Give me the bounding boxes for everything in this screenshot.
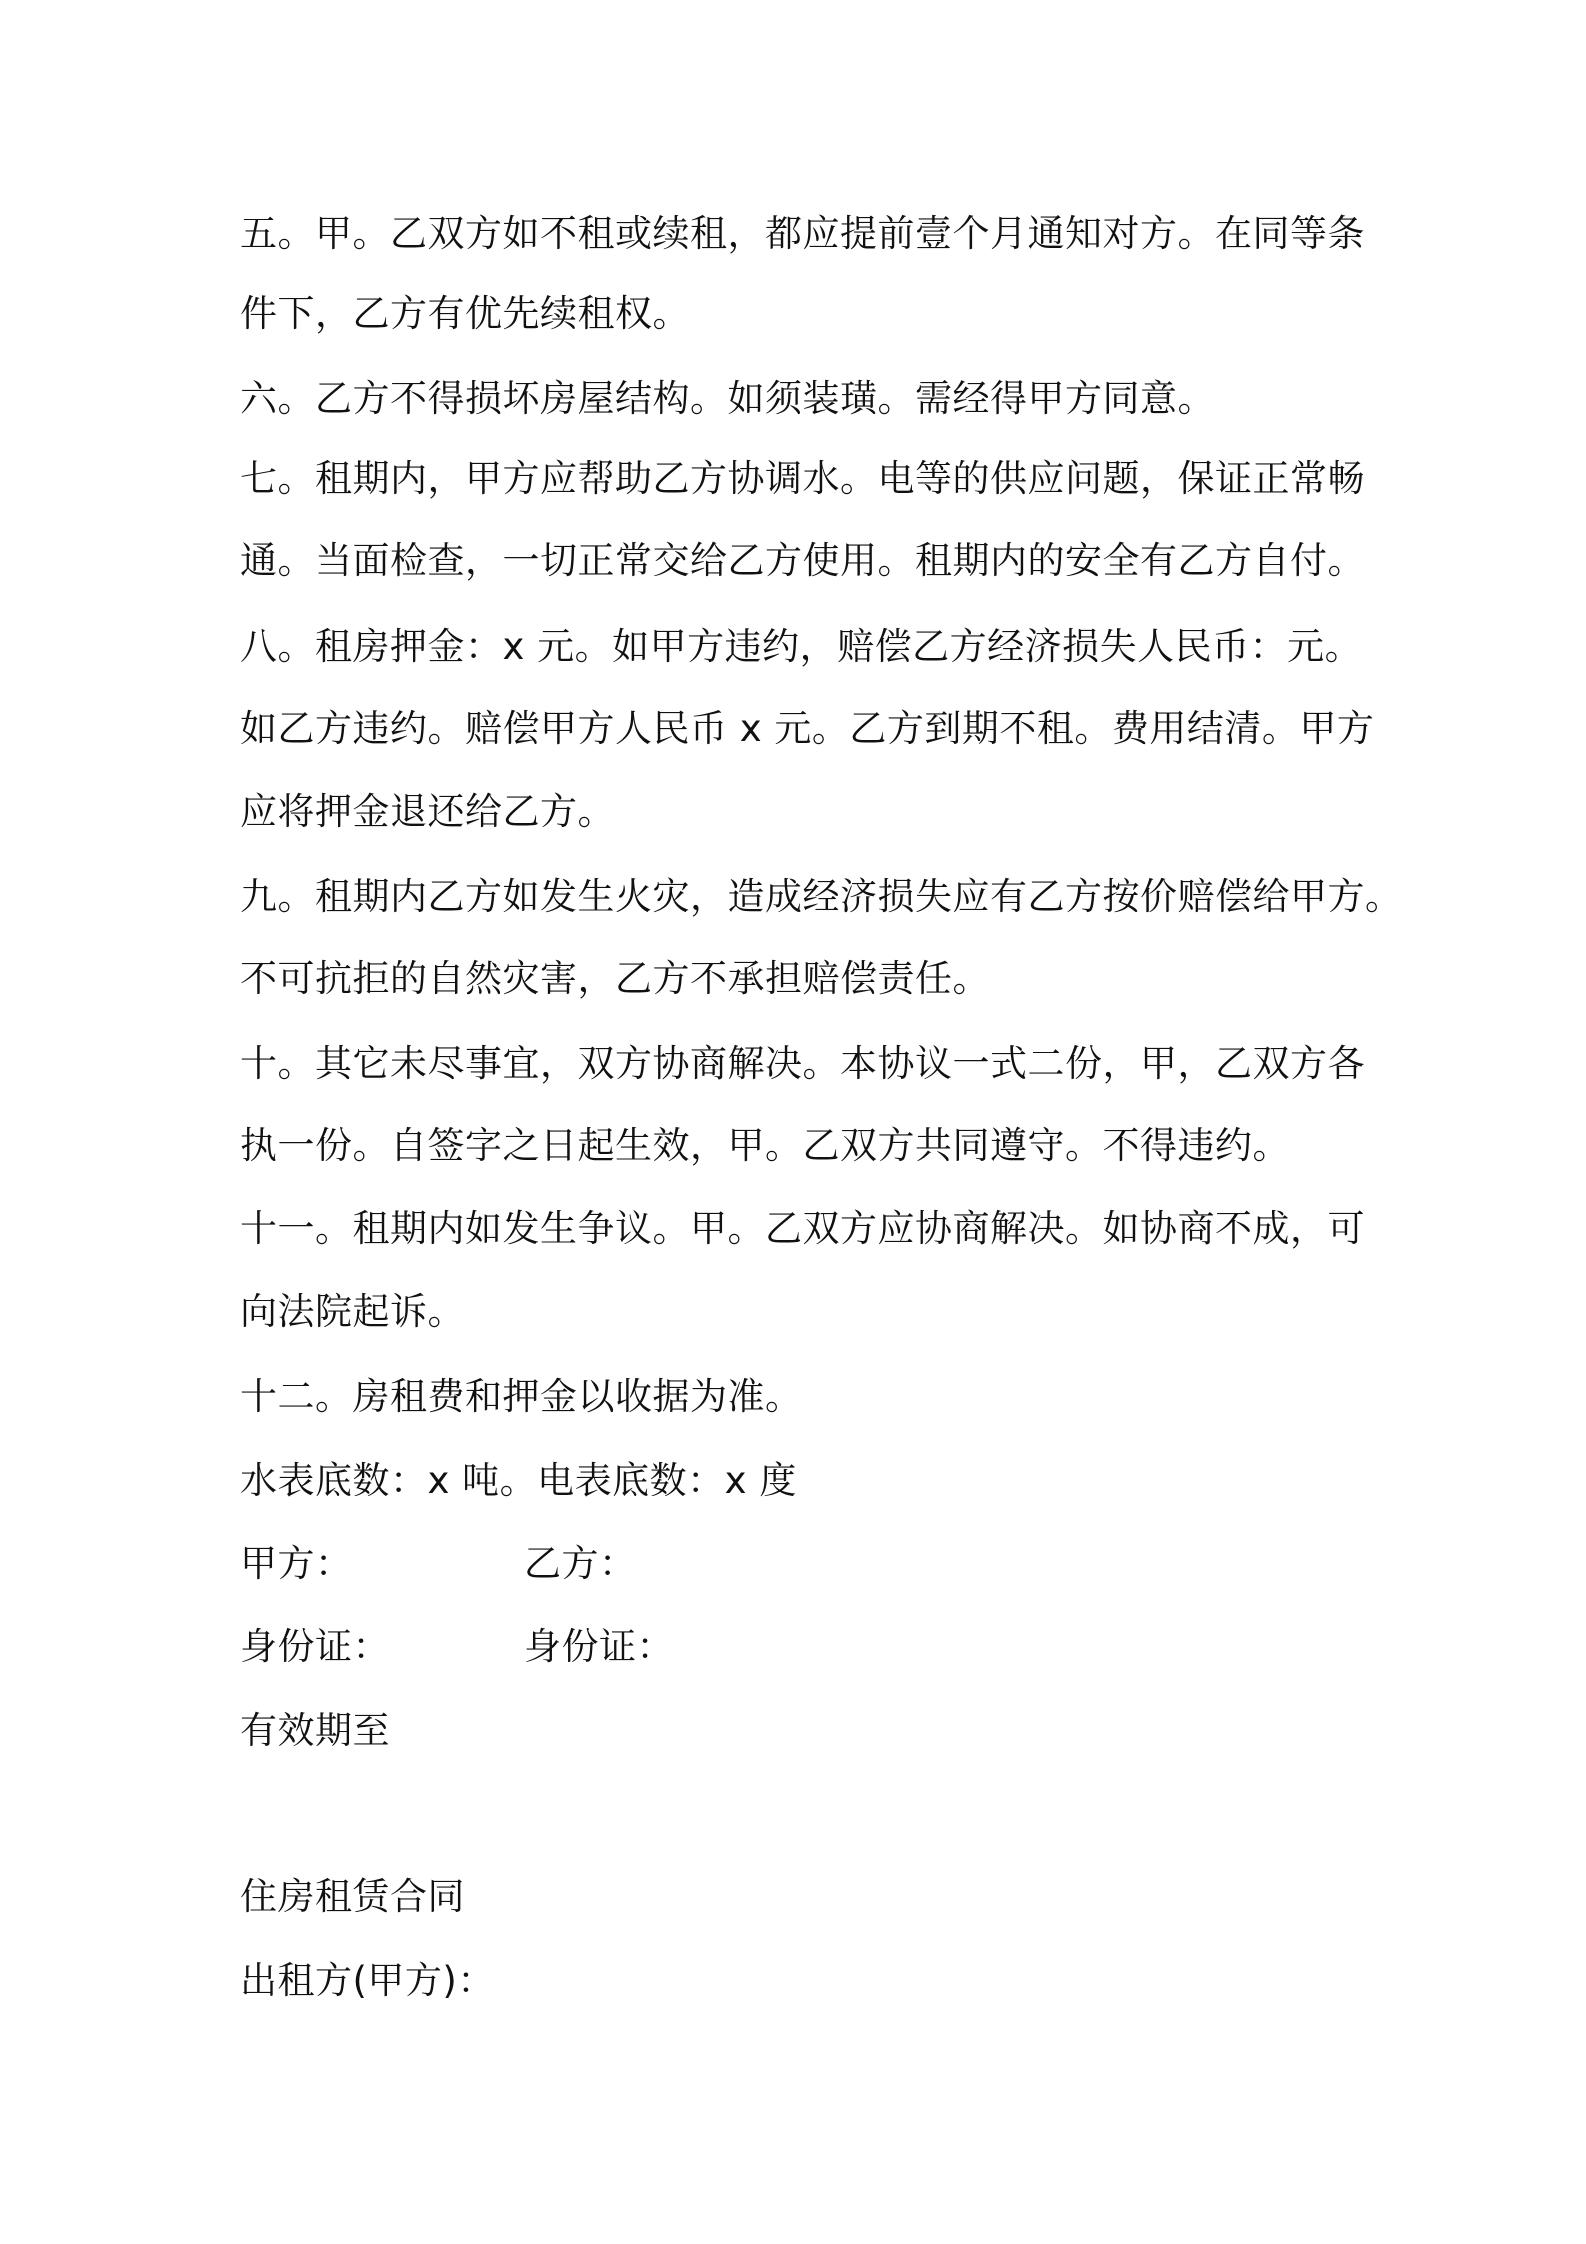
clause-10-line-2: 执一份。自签字之日起生效，甲。乙双方共同遵守。不得违约。	[240, 1124, 1290, 1167]
clause-8-line-2: 如乙方违约。赔偿甲方人民币 x 元。乙方到期不租。费用结清。甲方	[240, 707, 1375, 750]
contract-title: 住房租赁合同	[240, 1875, 465, 1918]
clause-11-line-1: 十一。租期内如发生争议。甲。乙双方应协商解决。如协商不成，可	[240, 1207, 1365, 1250]
clause-6-line-1: 六。乙方不得损坏房屋结构。如须装璜。需经得甲方同意。	[240, 377, 1215, 420]
id-a-label: 身份证：	[240, 1625, 390, 1668]
id-b-label: 身份证：	[524, 1625, 674, 1668]
clause-9-line-1: 九。租期内乙方如发生火灾，造成经济损失应有乙方按价赔偿给甲方。	[240, 875, 1403, 918]
party-signature-row	[240, 1540, 1360, 1588]
valid-until-label: 有效期至	[240, 1709, 390, 1752]
clause-5-line-2: 件下，乙方有优先续租权。	[240, 292, 690, 335]
lessor-label: 出租方(甲方)：	[240, 1959, 495, 2002]
clause-7-line-1: 七。租期内，甲方应帮助乙方协调水。电等的供应问题，保证正常畅	[240, 457, 1365, 500]
clause-8-line-1: 八。租房押金：x 元。如甲方违约，赔偿乙方经济损失人民币：元。	[240, 625, 1363, 668]
clause-9-line-2: 不可抗拒的自然灾害，乙方不承担赔偿责任。	[240, 957, 990, 1000]
clause-10-line-1: 十。其它未尽事宜，双方协商解决。本协议一式二份，甲，乙双方各	[240, 1042, 1365, 1085]
clause-12-line-1: 十二。房租费和押金以收据为准。	[240, 1375, 803, 1418]
id-card-row	[240, 1623, 1360, 1671]
clause-5-line-1: 五。甲。乙双方如不租或续租，都应提前壹个月通知对方。在同等条	[240, 212, 1365, 255]
clause-8-line-3: 应将押金退还给乙方。	[240, 790, 615, 833]
party-b-label: 乙方：	[524, 1542, 637, 1585]
meter-readings: 水表底数：x 吨。电表底数：x 度	[240, 1459, 797, 1502]
party-a-label: 甲方：	[240, 1542, 353, 1585]
clause-7-line-2: 通。当面检查，一切正常交给乙方使用。租期内的安全有乙方自付。	[240, 539, 1365, 582]
clause-11-line-2: 向法院起诉。	[240, 1290, 465, 1333]
